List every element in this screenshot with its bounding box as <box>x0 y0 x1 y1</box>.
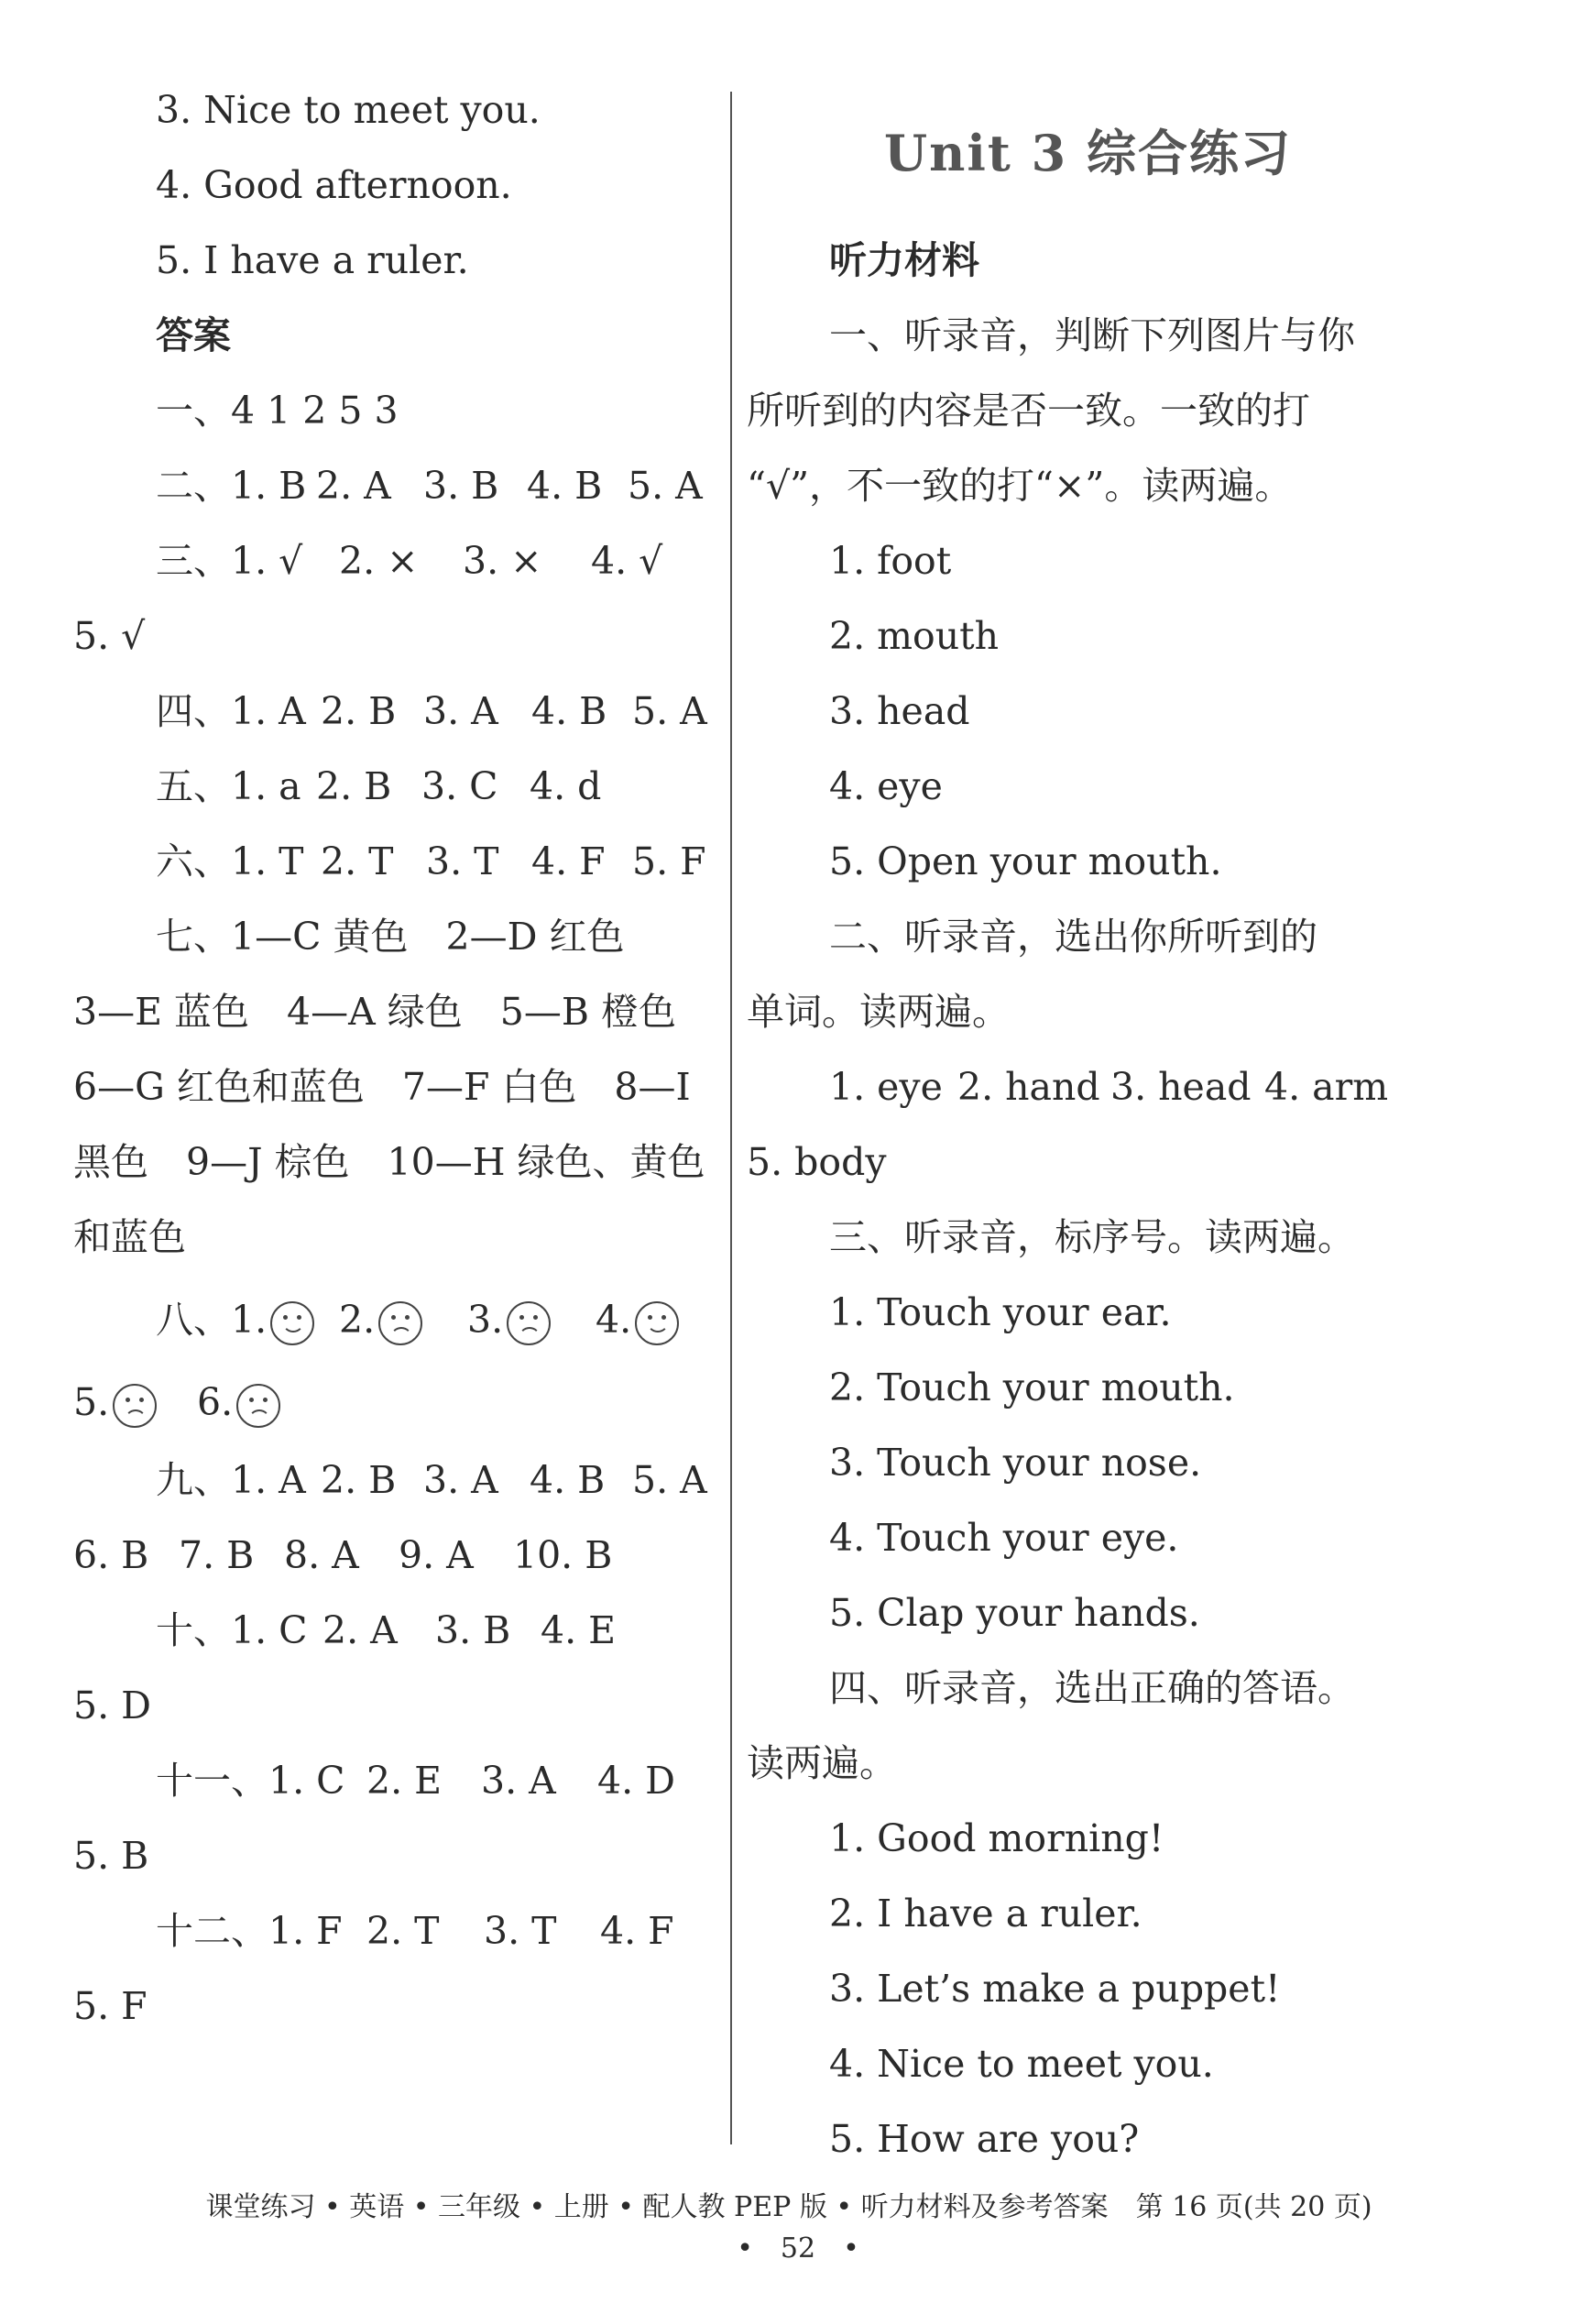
face-answer <box>339 1292 422 1347</box>
answer-item: 4. √ <box>591 539 663 583</box>
answer-item: 2. E <box>366 1759 443 1803</box>
answer-section-1: 一、4 1 2 5 3 <box>156 389 399 433</box>
answer-item: 5. A <box>632 1458 707 1502</box>
face-answer <box>73 1375 157 1430</box>
face-label: 3. <box>467 1298 504 1342</box>
face-label: 八、1. <box>156 1298 268 1342</box>
answer-item: 十、1. C <box>156 1608 308 1652</box>
list-item: 4. arm <box>1264 1065 1389 1109</box>
answer-line: 3—E 蓝色 4—A 绿色 5—B 橙色 <box>73 990 677 1034</box>
list-item: 4. Touch your eye. <box>829 1516 1179 1560</box>
answer-item: 四、1. A <box>156 689 306 733</box>
list-item: 5. body <box>747 1140 887 1184</box>
listen-line-3: 3. Nice to meet you. <box>156 88 541 132</box>
list-item: 2. hand <box>957 1065 1100 1109</box>
answer-item: 5. D <box>73 1683 152 1727</box>
answer-item: 3. C <box>421 764 498 808</box>
sad-face-icon <box>507 1301 551 1345</box>
question-1-line: “√”，不一致的打“×”。读两遍。 <box>747 464 1293 508</box>
answer-item: 九、1. A <box>156 1458 306 1502</box>
answer-item: 6. B <box>73 1533 149 1577</box>
answer-item: 3. × <box>463 539 542 583</box>
list-item: 1. eye <box>829 1065 943 1109</box>
answer-item: 五、1. a <box>156 764 301 808</box>
sad-face-icon <box>236 1384 280 1428</box>
answer-item: 3. T <box>426 839 499 883</box>
page-footer: 课堂练习 • 英语 • 三年级 • 上册 • 配人教 PEP 版 • 听力材料及参考答案 第 16 页(共 20 页) <box>205 2191 1372 2223</box>
sad-face-icon <box>378 1301 422 1345</box>
answer-item: 4. D <box>597 1759 676 1803</box>
listen-line-4: 4. Good afternoon. <box>156 163 512 207</box>
face-label: 6. <box>197 1380 234 1424</box>
list-item: 2. I have a ruler. <box>829 1892 1142 1936</box>
listen-heading: 听力材料 <box>829 238 979 282</box>
answer-item: 4. d <box>530 764 602 808</box>
answer-heading: 答案 <box>156 313 231 357</box>
question-1-line: 一、听录音，判断下列图片与你 <box>829 313 1355 357</box>
answer-item: 5. F <box>632 839 706 883</box>
answer-item: 4. B <box>530 1458 606 1502</box>
face-answer <box>467 1292 551 1347</box>
answer-item: 2. B <box>321 1458 397 1502</box>
list-item: 3. head <box>1110 1065 1252 1109</box>
answer-line: 七、1—C 黄色 2—D 红色 <box>156 915 625 959</box>
answer-item: 3. T <box>484 1909 557 1953</box>
answer-item: 2. B <box>321 689 397 733</box>
list-item: 2. mouth <box>829 614 1000 658</box>
answer-item: 二、1. B <box>156 464 307 508</box>
question-3-line: 三、听录音，标序号。读两遍。 <box>829 1215 1355 1259</box>
answer-item: 2. A <box>322 1608 398 1652</box>
answer-line: 和蓝色 <box>73 1215 186 1259</box>
list-item: 1. Touch your ear. <box>829 1290 1172 1334</box>
answer-item: 5. A <box>628 464 703 508</box>
answer-item: 4. B <box>531 689 607 733</box>
answer-item: 4. B <box>527 464 603 508</box>
list-item: 3. Let’s make a puppet! <box>829 1967 1281 2011</box>
page-number: • 52 • <box>737 2232 859 2265</box>
answer-item: 5. B <box>73 1834 149 1878</box>
answer-item: 十一、1. C <box>156 1759 345 1803</box>
list-item: 2. Touch your mouth. <box>829 1365 1235 1409</box>
answer-item: 7. B <box>179 1533 255 1577</box>
question-2-line: 单词。读两遍。 <box>747 990 1010 1034</box>
answer-item: 3. B <box>423 464 499 508</box>
answer-item: 3. A <box>481 1759 556 1803</box>
list-item: 4. eye <box>829 764 943 808</box>
list-item: 1. Good morning! <box>829 1816 1164 1860</box>
answer-item: 5. √ <box>73 614 146 658</box>
answer-item: 5. F <box>73 1984 148 2028</box>
answer-item: 3. A <box>423 689 498 733</box>
answer-item: 六、1. T <box>156 839 304 883</box>
list-item: 1. foot <box>829 539 952 583</box>
question-4-line: 读两遍。 <box>747 1741 897 1785</box>
face-label: 4. <box>596 1298 632 1342</box>
answer-item: 4. F <box>531 839 606 883</box>
sad-face-icon <box>113 1384 157 1428</box>
smiley-face-icon <box>635 1301 679 1345</box>
answer-item: 8. A <box>284 1533 359 1577</box>
face-answer <box>197 1375 280 1430</box>
answer-item: 5. A <box>632 689 707 733</box>
answer-item: 2. T <box>366 1909 440 1953</box>
face-answer <box>596 1292 679 1347</box>
column-divider <box>730 92 732 2144</box>
question-4-line: 四、听录音，选出正确的答语。 <box>829 1666 1355 1710</box>
answer-item: 2. B <box>316 764 392 808</box>
list-item: 3. head <box>829 689 970 733</box>
face-label: 2. <box>339 1298 376 1342</box>
list-item: 5. How are you? <box>829 2117 1140 2161</box>
answer-item: 9. A <box>399 1533 474 1577</box>
face-label: 5. <box>73 1380 110 1424</box>
list-item: 3. Touch your nose. <box>829 1441 1202 1485</box>
answer-item: 10. B <box>513 1533 613 1577</box>
answer-item: 十二、1. F <box>156 1909 343 1953</box>
list-item: 4. Nice to meet you. <box>829 2042 1214 2086</box>
question-1-line: 所听到的内容是否一致。一致的打 <box>747 389 1310 433</box>
answer-item: 4. F <box>600 1909 674 1953</box>
smiley-face-icon <box>270 1301 314 1345</box>
answer-item: 2. A <box>316 464 391 508</box>
question-2-line: 二、听录音，选出你所听到的 <box>829 915 1317 959</box>
answer-item: 3. B <box>435 1608 511 1652</box>
answer-line: 黑色 9—J 棕色 10—H 绿色、黄色 <box>73 1140 705 1184</box>
answer-item: 2. T <box>321 839 394 883</box>
list-item: 5. Clap your hands. <box>829 1591 1200 1635</box>
answer-line: 6—G 红色和蓝色 7—F 白色 8—I <box>73 1065 691 1109</box>
listen-line-5: 5. I have a ruler. <box>156 238 469 282</box>
unit-title: Unit 3 综合练习 <box>884 124 1292 182</box>
answer-item: 2. × <box>339 539 419 583</box>
answer-item: 三、1. √ <box>156 539 303 583</box>
list-item: 5. Open your mouth. <box>829 839 1222 883</box>
answer-item: 4. E <box>541 1608 617 1652</box>
face-answer <box>156 1292 314 1347</box>
answer-item: 3. A <box>423 1458 498 1502</box>
